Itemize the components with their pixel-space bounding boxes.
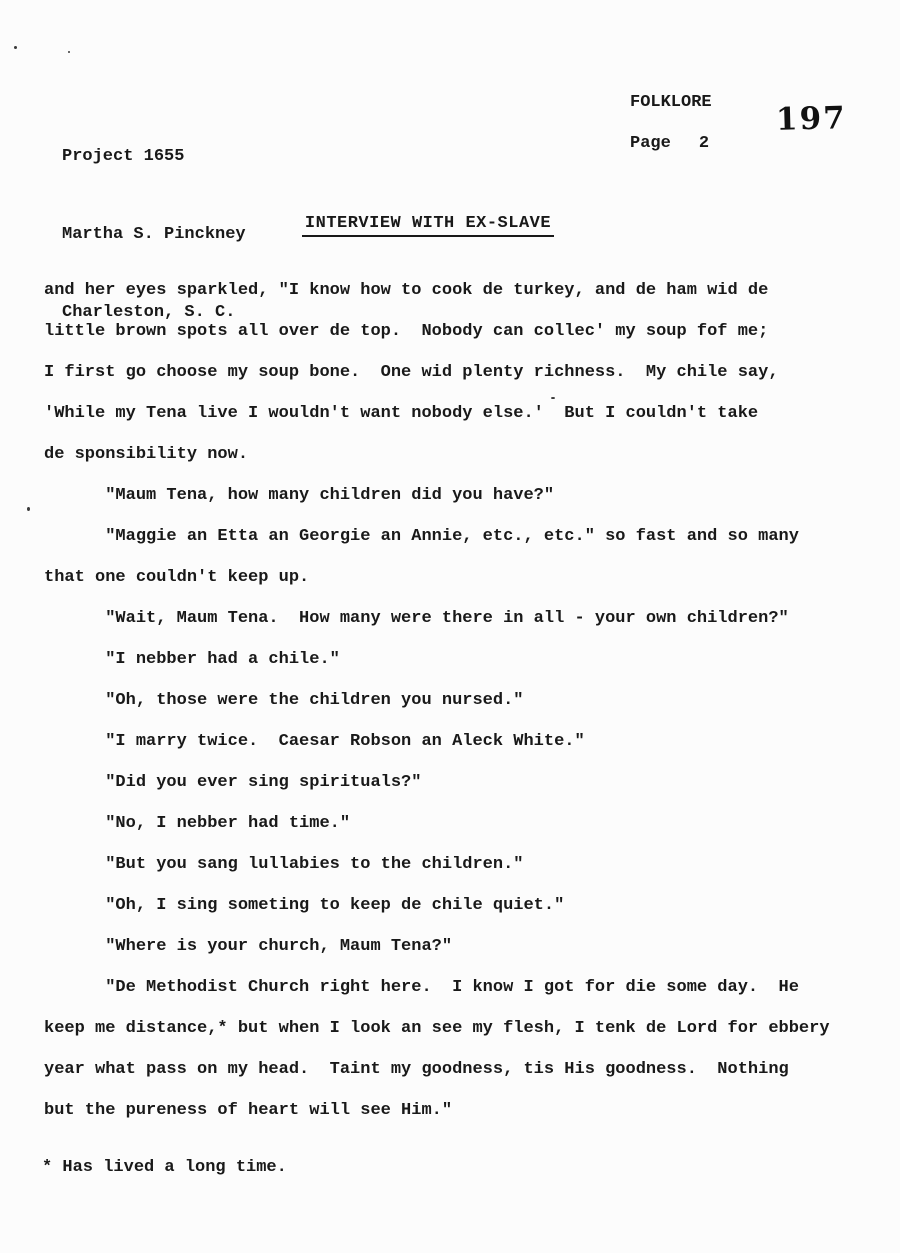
- body-line: 'While my Tena live I wouldn't want nobody else.' But I couldn't take: [44, 404, 759, 423]
- page-number: 2: [698, 134, 710, 153]
- body-line: "I nebber had a chile.": [44, 650, 340, 669]
- document-title: INTERVIEW WITH EX-SLAVE: [302, 214, 554, 237]
- body-line: "No, I nebber had time.": [44, 814, 351, 833]
- body-line: that one couldn't keep up.: [44, 568, 310, 587]
- project-line: Project 1655: [62, 147, 185, 166]
- body-line: and her eyes sparkled, "I know how to cook de turkey, and de ham wid de: [44, 281, 769, 300]
- scan-speck: [68, 51, 70, 53]
- footnote: * Has lived a long time.: [42, 1158, 287, 1177]
- body-text: [44, 270, 830, 1131]
- title-row: [0, 214, 856, 237]
- body-line: "Maum Tena, how many children did you have?": [44, 486, 555, 505]
- scan-speck: [27, 507, 30, 511]
- page-indicator: [630, 134, 709, 153]
- body-line: de sponsibility now.: [44, 445, 249, 464]
- category-label: FOLKLORE: [630, 93, 712, 112]
- location-line: Charleston, S. C.: [62, 303, 236, 322]
- body-line: "I marry twice. Caesar Robson an Aleck White.": [44, 732, 585, 751]
- body-line: "Where is your church, Maum Tena?": [44, 937, 453, 956]
- body-line: I first go choose my soup bone. One wid plenty richness. My chile say,: [44, 363, 779, 382]
- body-line: keep me distance,* but when I look an see my flesh, I tenk de Lord for ebbery: [44, 1019, 830, 1038]
- body-line: year what pass on my head. Taint my goodness, tis His goodness. Nothing: [44, 1060, 789, 1079]
- author-line: Martha S. Pinckney: [62, 225, 246, 244]
- body-line: "De Methodist Church right here. I know I got for die some day. He: [44, 978, 799, 997]
- body-line: "Maggie an Etta an Georgie an Annie, etc., etc." so fast and so many: [44, 527, 799, 546]
- body-line: "Wait, Maum Tena. How many were there in all - your own children?": [44, 609, 789, 628]
- body-line: little brown spots all over de top. Nobody can collec' my soup fof me;: [44, 322, 769, 341]
- body-line: "But you sang lullabies to the children.": [44, 855, 524, 874]
- page-stamp-number: 197: [775, 100, 848, 138]
- page-word: Page: [630, 134, 671, 153]
- body-line: "Oh, those were the children you nursed.": [44, 691, 524, 710]
- body-line: but the pureness of heart will see Him.": [44, 1101, 453, 1120]
- body-line: "Oh, I sing someting to keep de chile quiet.": [44, 896, 565, 915]
- scan-speck: [14, 46, 17, 49]
- body-line: "Did you ever sing spirituals?": [44, 773, 422, 792]
